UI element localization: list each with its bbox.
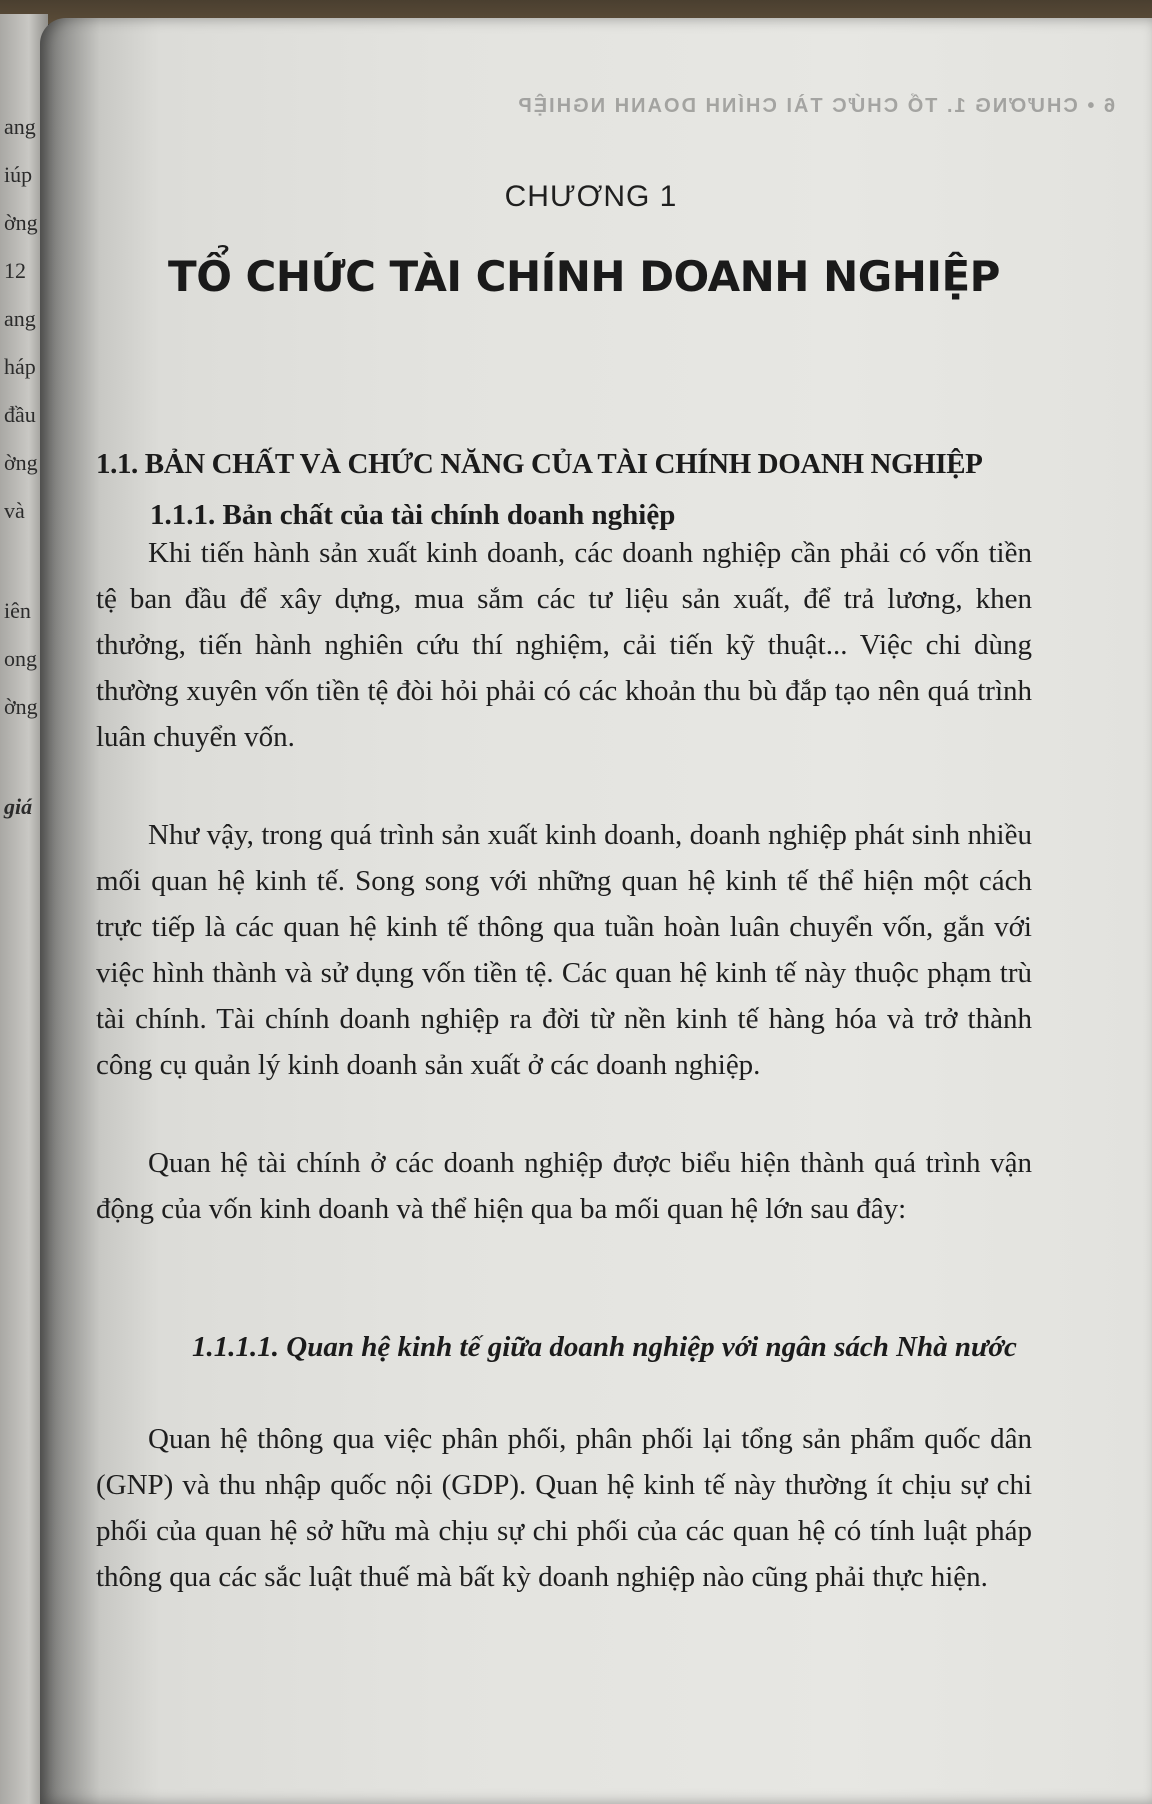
chapter-title: TỔ CHỨC TÀI CHÍNH DOANH NGHIỆP <box>168 252 1000 301</box>
left-page-fragment: 12 <box>4 258 26 283</box>
left-page-fragment: iên <box>4 598 31 623</box>
left-page-fragment: ờng <box>4 210 38 235</box>
left-page-fragment: ang <box>4 306 36 331</box>
subsection-heading: 1.1.1. Bản chất của tài chính doanh nghiệp <box>150 499 676 531</box>
chapter-label: CHƯƠNG 1 <box>504 180 678 213</box>
left-page-fragment: ờng <box>4 694 38 719</box>
left-page-fragment: háp <box>4 354 36 379</box>
running-head: 6 • CHƯƠNG 1. TỔ CHỨC TÀI CHÍNH DOANH NGHIỆP <box>516 95 1115 117</box>
left-page-fragment: iúp <box>4 162 33 187</box>
section-heading: 1.1. BẢN CHẤT VÀ CHỨC NĂNG CỦA TÀI CHÍNH DOANH NGHIỆP <box>96 448 983 480</box>
left-page-fragment: và <box>4 498 25 523</box>
paragraph-3: Quan hệ tài chính ở các doanh nghiệp được biểu hiện thành quá trình vận động của vốn kinh doanh và thể hiện qua ba mối quan hệ lớn sau đây: <box>96 1147 1032 1225</box>
paragraph-1: Khi tiến hành sản xuất kinh doanh, các doanh nghiệp cần phải có vốn tiền tệ ban đầu để xây dựng, mua sắm các tư liệu sản xuất, để trả lương, khen thưởng, tiến hành nghiên cứu thí nghiệm, cải tiến kỹ thuật... Việc chi dùng thường xuyên vốn tiền tệ đòi hỏi phải có các khoản thu bù đắp tạo nên quá trình luân chuyển vốn. <box>96 537 1032 753</box>
left-page-fragment: giá <box>4 794 33 819</box>
left-page-fragment: ang <box>4 114 36 139</box>
subsubsection-heading: 1.1.1.1. Quan hệ kinh tế giữa doanh nghiệp với ngân sách Nhà nước <box>192 1331 1017 1363</box>
left-page-fragment: ờng <box>4 450 38 475</box>
left-page-fragment: đầu <box>4 402 36 427</box>
left-page-fragment: ong <box>4 646 37 671</box>
paragraph-4: Quan hệ thông qua việc phân phối, phân phối lại tổng sản phẩm quốc dân (GNP) và thu nhập quốc nội (GDP). Quan hệ kinh tế này thường ít chịu sự chi phối của quan hệ sở hữu mà chịu sự chi phối của các quan hệ có tính luật pháp thông qua các sắc luật thuế mà bất kỳ doanh nghiệp nào cũng phải thực hiện. <box>96 1423 1032 1593</box>
paragraph-2: Như vậy, trong quá trình sản xuất kinh doanh, doanh nghiệp phát sinh nhiều mối quan hệ kinh tế. Song song với những quan hệ kinh tế thể hiện một cách trực tiếp là các quan hệ kinh tế thông qua tuần hoàn luân chuyển vốn, gắn với việc hình thành và sử dụng vốn tiền tệ. Các quan hệ kinh tế này thuộc phạm trù tài chính. Tài chính doanh nghiệp ra đời từ nền kinh tế hàng hóa và trở thành công cụ quản lý kinh doanh sản xuất ở các doanh nghiệp. <box>96 819 1032 1081</box>
